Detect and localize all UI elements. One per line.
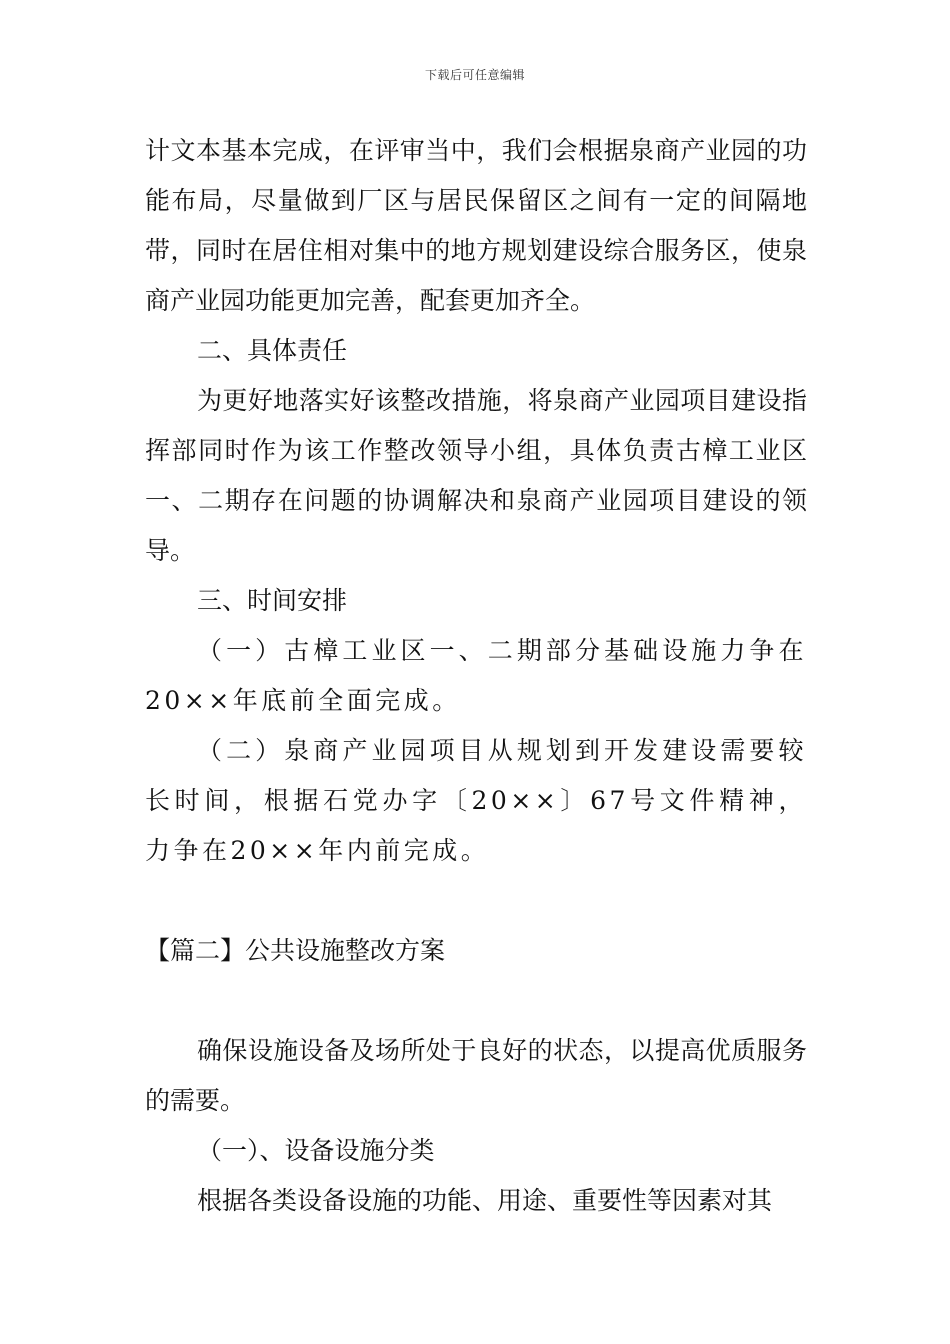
paragraph-continued: 计文本基本完成，在评审当中，我们会根据泉商产业园的功能布局，尽量做到厂区与居民保留区之间有一定的间隔地带，同时在居住相对集中的地方规划建设综合服务区，使泉商产业园功能更加完善，配套更加齐全。 [145,136,807,315]
document-body [145,126,807,1226]
paragraph-classification: 根据各类设备设施的功能、用途、重要性等因素对其 [197,1186,773,1215]
paragraph-schedule-item-1: （一）古樟工业区一、二期部分基础设施力争在20××年底前全面完成。 [145,636,807,715]
heading-equipment-classification: （一）、设备设施分类 [197,1136,435,1165]
paragraph-schedule-item-2: （二）泉商产业园项目从规划到开发建设需要较长时间，根据石党办字〔20××〕67号文件精神，力争在20××年内前完成。 [145,736,807,865]
section-title: 【篇二】公共设施整改方案 [145,936,446,965]
heading-specific-responsibility: 二、具体责任 [197,336,348,365]
paragraph-responsibility: 为更好地落实好该整改措施，将泉商产业园项目建设指挥部同时作为该工作整改领导小组，具体负责古樟工业区一、二期存在问题的协调解决和泉商产业园项目建设的领导。 [145,386,807,565]
header-note: 下载后可任意编辑 [424,68,525,82]
paragraph-intro: 确保设施设备及场所处于良好的状态，以提高优质服务的需要。 [145,1036,807,1115]
heading-time-schedule: 三、时间安排 [197,586,348,615]
